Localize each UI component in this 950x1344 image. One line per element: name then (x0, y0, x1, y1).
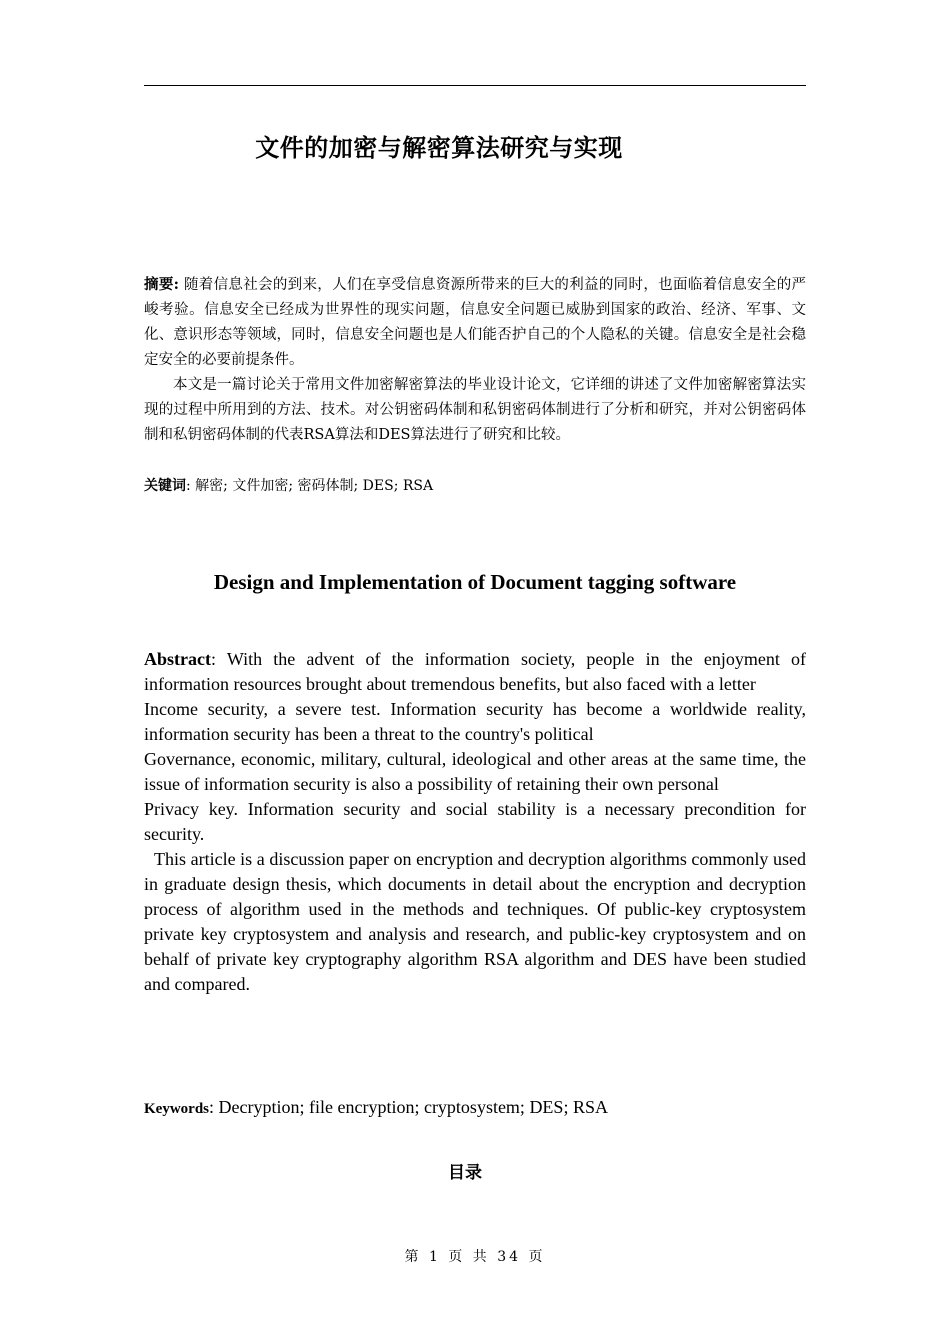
chinese-keywords-label: 关键词 (144, 478, 186, 494)
english-keywords-label: Keywords (144, 1101, 209, 1117)
english-abstract-line-3: Income security, a severe test. Information security has become a worldwide reality, (144, 699, 806, 719)
english-keywords (144, 1095, 806, 1122)
chinese-title: 文件的加密与解密算法研究与实现 (255, 134, 623, 162)
english-abstract-para-privacy: Privacy key. Information security and social stability is a necessary precondition for security. (144, 799, 806, 844)
chinese-abstract (144, 272, 806, 448)
page-footer: 第 1 页 共 34 页 (404, 1249, 546, 1265)
english-abstract-label: Abstract (144, 649, 211, 669)
toc-title: 目录 (448, 1163, 482, 1183)
english-keywords-value: Decryption; file encryption; cryptosystem; DES; RSA (218, 1097, 608, 1117)
english-abstract-sep: : (210, 649, 227, 669)
english-abstract-line-2: information resources brought about tremendous benefits, but also faced with a letter (144, 674, 756, 694)
english-abstract-line-4: information security has been a threat to the country's political (144, 724, 594, 744)
header-rule (144, 85, 806, 86)
english-abstract-para-governance: Governance, economic, military, cultural, ideological and other areas at the same time, the issue of information security is also a possibility of retaining their own personal (144, 749, 806, 794)
english-keywords-sep: : (209, 1097, 219, 1117)
english-title: Design and Implementation of Document tagging software (213, 570, 737, 594)
chinese-abstract-text-1: 随着信息社会的到来，人们在享受信息资源所带来的巨大的利益的同时，也面临着信息安全的严峻考验。信息安全已经成为世界性的现实问题，信息安全问题已威胁到国家的政治、经济、军事、文化、意识形态等领域，同时，信息安全问题也是人们能否护自己的个人隐私的关键。信息安全是社会稳定安全的必要前提条件。 (144, 277, 807, 368)
english-abstract-para-article: This article is a discussion paper on encryption and decryption algorithms commonly used in graduate design thesis, which documents in detail about the encryption and decryption process of algorithm used in the methods and techniques. Of public-key cryptosystem private key cryptosystem and analysis and research, and public-key cryptosystem and on behalf of private key cryptography algorithm RSA algorithm and DES have been studied and compared. (144, 849, 806, 994)
chinese-keywords (144, 474, 806, 498)
english-abstract (144, 647, 806, 997)
english-abstract-text-1: With the advent of the information society, people in the enjoyment of (226, 649, 807, 669)
chinese-abstract-label: 摘要: (144, 276, 179, 293)
chinese-abstract-para-2: 本文是一篇讨论关于常用文件加密解密算法的毕业设计论文，它详细的讲述了文件加密解密算法实现的过程中所用到的方法、技术。对公钥密码体制和私钥密码体制进行了分析和研究，并对公钥密码体制和私钥密码体制的代表RSA算法和DES算法进行了研究和比较。 (144, 377, 806, 443)
english-abstract-line-1 (144, 647, 806, 672)
chinese-abstract-para-1 (144, 272, 806, 373)
chinese-keywords-value: : 解密; 文件加密; 密码体制; DES; RSA (186, 478, 434, 494)
